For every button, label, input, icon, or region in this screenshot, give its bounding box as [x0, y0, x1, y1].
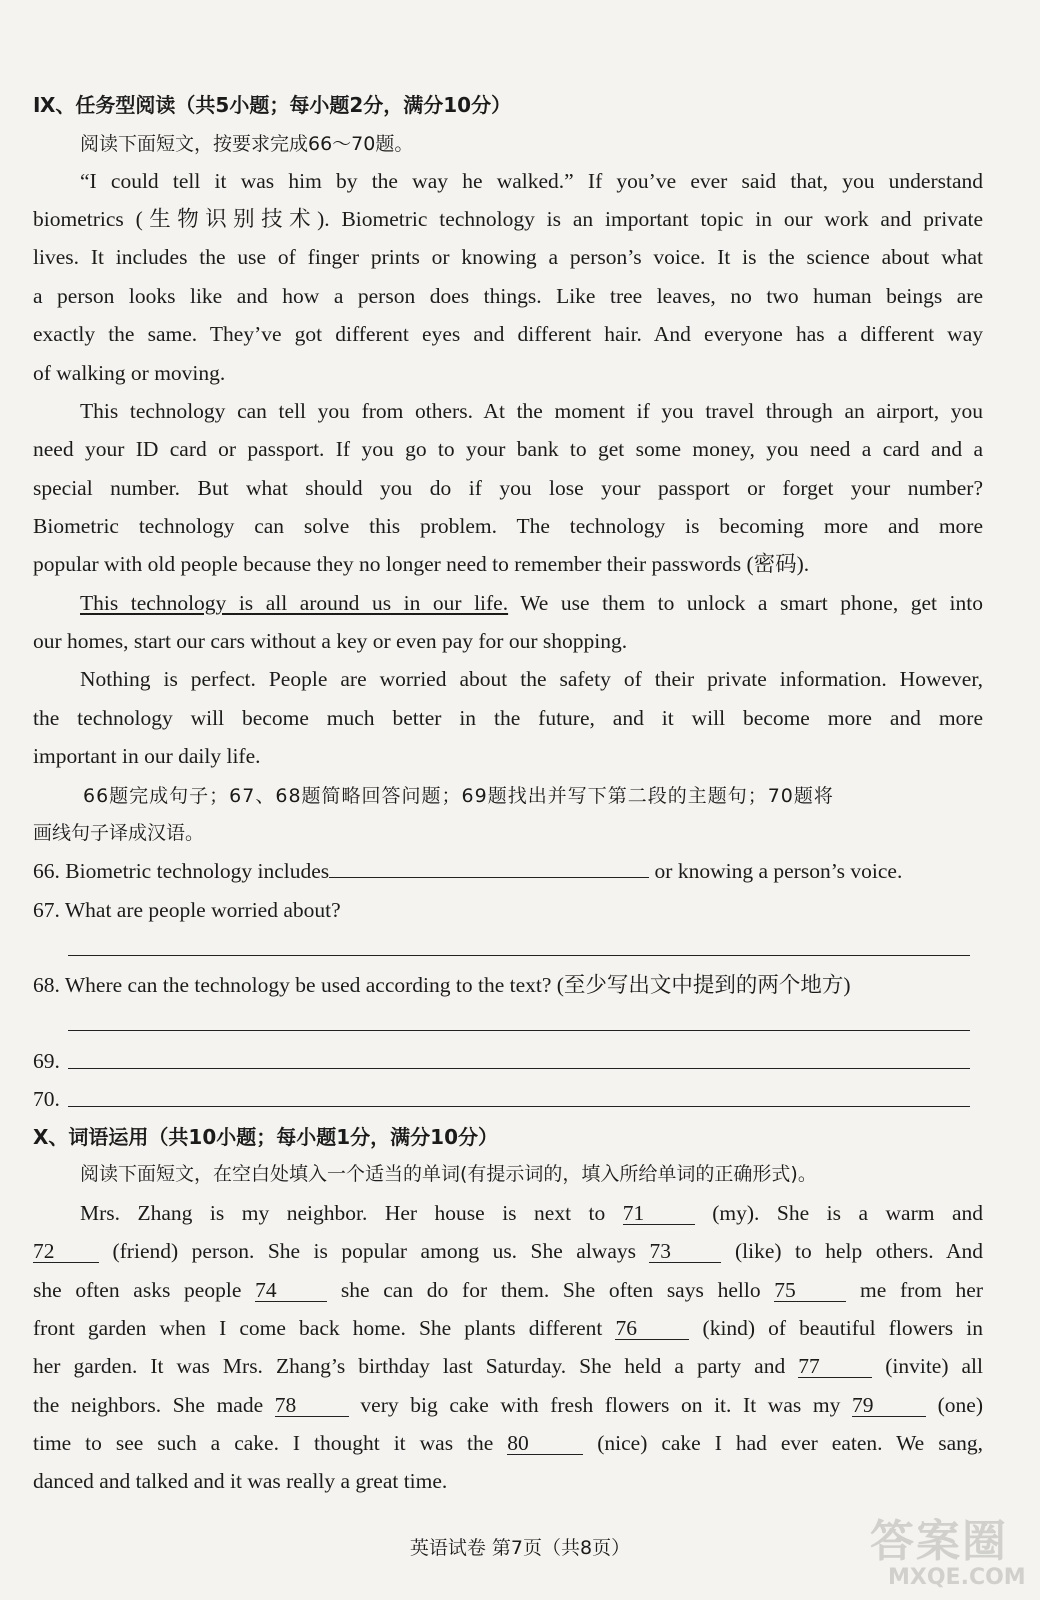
section-10-title: Ⅹ、词语运用（共10小题；每小题1分，满分10分）	[33, 1125, 498, 1149]
blank-78[interactable]: 78	[275, 1394, 349, 1417]
section-9-instruction: 阅读下面短文，按要求完成66～70题。	[80, 133, 414, 155]
answer-line-68[interactable]	[68, 1030, 970, 1031]
text-line: popular with old people because they no longer need to remember their passwords (密码).	[33, 552, 810, 576]
text-line: of walking or moving.	[33, 361, 226, 385]
text-line: lives. It includes the use of finger prints or knowing a person’s voice. It is the science about what	[33, 245, 983, 269]
blank-72[interactable]: 72	[33, 1240, 99, 1263]
section-9-title: Ⅸ、任务型阅读（共5小题；每小题2分，满分10分）	[33, 93, 512, 117]
text-line: This technology can tell you from others. At the moment if you travel through an airport, you	[80, 399, 983, 423]
text-line: time to see such a cake. I thought it was the 80 (nice) cake I had ever eaten. We sang,	[33, 1431, 983, 1455]
blank-71[interactable]: 71	[623, 1202, 695, 1225]
answer-line-69[interactable]	[68, 1068, 970, 1069]
task-instruction-cont: 画线句子译成汉语。	[33, 822, 205, 844]
text-line: our homes, start our cars without a key or even pay for our shopping.	[33, 629, 628, 653]
text-line: This technology is all around us in our life. We use them to unlock a smart phone, get into	[80, 591, 983, 615]
answer-line-67[interactable]	[68, 955, 970, 956]
text-line: a person looks like and how a person does things. Like tree leaves, no two human beings are	[33, 284, 983, 308]
question-69-label: 69.	[33, 1049, 60, 1073]
section-10-instruction: 阅读下面短文，在空白处填入一个适当的单词(有提示词的，填入所给单词的正确形式)。	[80, 1163, 817, 1185]
blank-75[interactable]: 75	[774, 1279, 846, 1302]
blank-80[interactable]: 80	[507, 1432, 583, 1455]
blank-76[interactable]: 76	[615, 1317, 689, 1340]
text-line: special number. But what should you do if you lose your passport or forget your number?	[33, 476, 983, 500]
watermark-logo: 答案圈 MXQE.COM	[870, 1516, 1026, 1590]
blank-79[interactable]: 79	[852, 1394, 926, 1417]
underlined-sentence: This technology is all around us in our life.	[80, 591, 509, 615]
text-line: front garden when I come back home. She plants different 76 (kind) of beautiful flowers in	[33, 1316, 983, 1340]
question-67: 67. What are people worried about?	[33, 898, 341, 922]
text-line: “I could tell it was him by the way he walked.” If you’ve ever said that, you understand	[80, 169, 983, 193]
text-line: danced and talked and it was really a great time.	[33, 1469, 448, 1493]
text-line: Biometric technology can solve this problem. The technology is becoming more and more	[33, 514, 983, 538]
text-line: the neighbors. She made 78 very big cake with fresh flowers on it. It was my 79 (one)	[33, 1393, 983, 1417]
blank-77[interactable]: 77	[798, 1355, 872, 1378]
question-70-label: 70.	[33, 1087, 60, 1111]
text-line: important in our daily life.	[33, 744, 261, 768]
text-line: Nothing is perfect. People are worried about the safety of their private information. However,	[80, 667, 983, 691]
text-line: need your ID card or passport. If you go to your bank to get some money, you need a card and a	[33, 437, 983, 461]
blank-73[interactable]: 73	[649, 1240, 721, 1263]
text-line: biometrics (生物识别技术). Biometric technology is an important topic in our work and private	[33, 207, 983, 231]
text-line: exactly the same. They’ve got different eyes and different hair. And everyone has a different way	[33, 322, 983, 346]
page-footer: 英语试卷 第7页（共8页）	[409, 1537, 631, 1559]
task-instruction: 66题完成句子；67、68题简略回答问题；69题找出并写下第二段的主题句；70题将	[83, 785, 834, 807]
text-line: 72 (friend) person. She is popular among us. She always 73 (like) to help others. And	[33, 1239, 983, 1263]
answer-blank-66[interactable]	[329, 877, 649, 878]
text-line: the technology will become much better in the future, and it will become more and more	[33, 706, 983, 730]
answer-line-70[interactable]	[68, 1106, 970, 1107]
question-68: 68. Where can the technology be used according to the text? (至少写出文中提到的两个地方)	[33, 973, 851, 997]
text-line: her garden. It was Mrs. Zhang’s birthday last Saturday. She held a party and 77 (invite) all	[33, 1354, 983, 1378]
text-line: Mrs. Zhang is my neighbor. Her house is next to 71 (my). She is a warm and	[80, 1201, 984, 1225]
blank-74[interactable]: 74	[255, 1279, 327, 1302]
text-line: she often asks people 74 she can do for them. She often says hello 75 me from her	[33, 1278, 984, 1302]
question-66: 66. Biometric technology includes or knowing a person’s voice.	[33, 859, 903, 883]
